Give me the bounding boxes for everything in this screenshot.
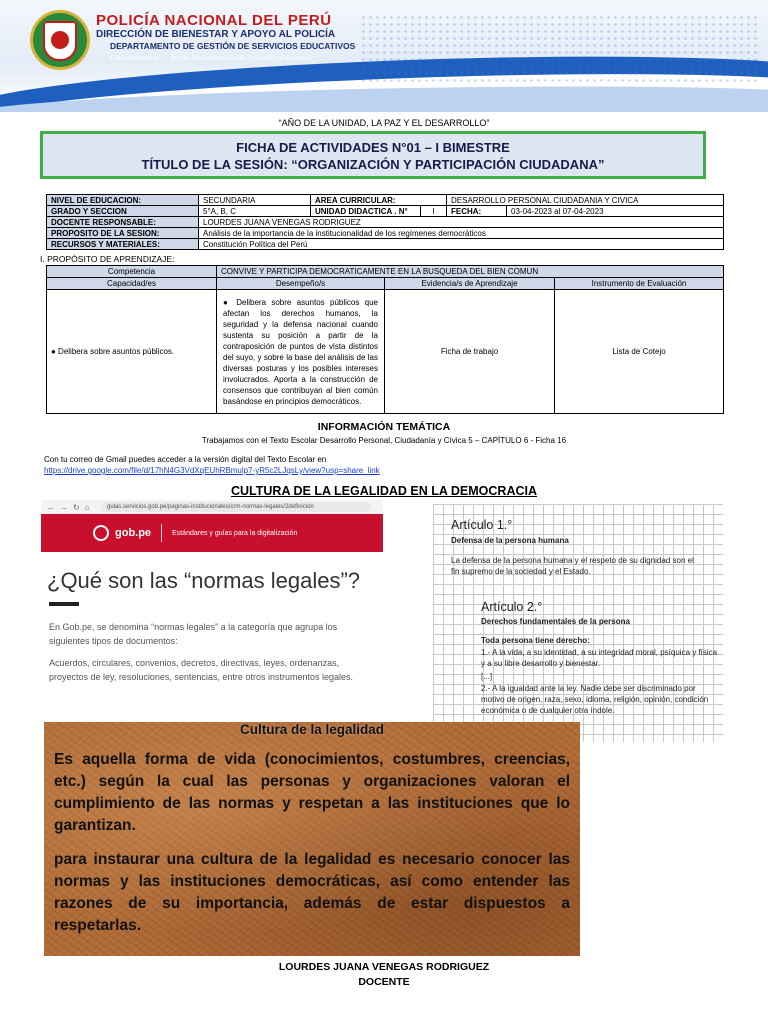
article-1-text: La defensa de la persona humana y el respeto de su dignidad son el fin supremo de la sociedad y el Estado. [451, 556, 694, 576]
cultura-legalidad-p2: para instaurar una cultura de la legalidad es necesario conocer las normas y las instituciones democráticas, así como entender las razones de su importancia, además de estar dispuestos a respetarlas. [54, 851, 570, 934]
cultura-legalidad-p1: Es aquella forma de vida (conocimientos, costumbres, creencias, etc.) según la cual las personas y organizaciones valoran el cumplimiento de las normas y respetan a las instituciones que lo garantizan. [54, 751, 570, 834]
browser-url: gulas.servicios.gob.pe/paginas-institucionales/crm-normas-legales/2definicion [101, 502, 371, 512]
recursos-label: RECURSOS Y MATERIALES: [47, 239, 199, 250]
docente-label: DOCENTE RESPONSABLE: [47, 217, 199, 228]
article-2-subtitle: Derechos fundamentales de la persona [481, 617, 630, 626]
article-1-title: Artículo 1.° [451, 518, 513, 532]
fecha-value: 03-04-2023 al 07-04-2023 [507, 206, 724, 217]
article-2-ellipsis: [...] [481, 672, 493, 681]
article-2-item-1: 1.- A la vida, a su identidad, a su integridad moral, psíquica y física y a su libre desarrollo y bienestar. [481, 648, 718, 668]
area-label: AREA CURRICULAR: [311, 195, 447, 206]
teacher-role: DOCENTE [358, 976, 410, 988]
desempeno-cell: ● Delibera sobre asuntos públicos que afectan los derechos humanos, la seguridad y la defensa nacional cuando sustenta su posición a partir de la contraposición de puntos de vista distintos del suyo, y sobre la base del análisis de las diversas posturas y los posibles intereses involucrados. Aporta a la construcción de consensos que contribuyan al bien común basándose en principios democráticos. [217, 290, 385, 414]
recursos-value: Constitución Política del Perú [199, 239, 724, 250]
fecha-label: FECHA: [447, 206, 507, 217]
direction-name: DIRECCIÓN DE BIENESTAR Y APOYO AL POLICÍA [96, 29, 336, 40]
year-motto: “AÑO DE LA UNIDAD, LA PAZ Y EL DESARROLLO” [278, 118, 490, 128]
proposito-value: Análisis de la importancia de la institucionalidad de los regímenes democráticos [199, 228, 724, 239]
col-instrumento: Instrumento de Evaluación [555, 278, 724, 290]
competencia-label: Competencia [47, 266, 217, 278]
grado-value: 5°A, B, C [199, 206, 311, 217]
article-2-item-2: 2.- A la igualdad ante la ley. Nadie debe ser discriminado por motivo de origen, raza, sexo, idioma, religión, opinión, condición económica o de cualquier otra índole. [481, 684, 709, 715]
article-1-subtitle: Defensa de la persona humana [451, 536, 569, 545]
gobpe-header [41, 514, 383, 552]
cultura-legalidad-title: Cultura de la legalidad [239, 722, 385, 737]
header-banner [0, 0, 768, 112]
police-shield-icon [30, 10, 90, 70]
nivel-value: SECUNDARIA [199, 195, 311, 206]
ficha-title: FICHA DE ACTIVIDADES N°01 – I BIMESTRE [236, 140, 510, 155]
gobpe-screenshot [41, 500, 383, 722]
institution-name: POLICÍA NACIONAL DEL PERÚ [96, 12, 332, 29]
col-evidencias: Evidencia/s de Aprendizaje [385, 278, 555, 290]
informacion-subtitle: Trabajamos con el Texto Escolar Desarrollo Personal, Ciudadanía y Cívica 5 – CAPÍTULO 6 - Ficha 16 [201, 436, 567, 445]
peru-shield-icon [93, 525, 109, 541]
department-name: DEPARTAMENTO DE GESTIÓN DE SERVICIOS EDUCATIVOS [110, 41, 356, 51]
normas-paragraph-2: Acuerdos, circulares, convenios, decretos, directivas, leyes, ordenanzas, proyectos de ley, resoluciones, sentencias, entre otros instrumentos legales. [49, 658, 353, 682]
docente-value: LOURDES JUANA VENEGAS RODRIGUEZ [199, 217, 724, 228]
article-2-intro: Toda persona tiene derecho: [481, 636, 590, 645]
cultura-legalidad-panel [44, 722, 580, 956]
area-value: DESARROLLO PERSONAL CIUDADANIA Y CIVICA [447, 195, 724, 206]
grado-label: GRADO Y SECCION [47, 206, 199, 217]
normas-heading: ¿Qué son las “normas legales”? [47, 568, 361, 593]
nivel-label: NIVEL DE EDUCACION: [47, 195, 199, 206]
slogan: Comprometidos . . . por la Modernización de la Gestión Educativa [110, 53, 311, 62]
divider [161, 524, 162, 542]
instrumento-cell: Lista de Cotejo [555, 290, 724, 414]
capacidad-cell: ● Delibera sobre asuntos públicos. [47, 290, 217, 414]
col-capacidades: Capacidad/es [47, 278, 217, 290]
competencia-table [46, 265, 724, 414]
gobpe-brand: gob.pe [115, 527, 152, 539]
info-table [46, 194, 724, 250]
banner-dots [360, 14, 760, 84]
article-2-title: Artículo 2.° [481, 600, 543, 614]
unidad-label: UNIDAD DIDACTICA . N° [311, 206, 421, 217]
session-title: TÍTULO DE LA SESIÓN: “ORGANIZACIÓN Y PARTICIPACIÓN CIUDADANA” [141, 157, 605, 172]
gmail-instructions: Con tu correo de Gmail puedes acceder a la versión digital del Texto Escolar en [44, 455, 327, 464]
teacher-name: LOURDES JUANA VENEGAS RODRIGUEZ [278, 961, 490, 973]
informacion-title: INFORMACIÓN TEMÁTICA [317, 421, 451, 433]
constitution-articles [433, 504, 723, 742]
ficha-title-box [40, 131, 706, 179]
evidencia-cell: Ficha de trabajo [385, 290, 555, 414]
gobpe-tagline: Estándares y guías para la digitalización [172, 529, 298, 537]
browser-bar [41, 500, 383, 514]
unidad-value: I [421, 206, 447, 217]
proposito-label: PROPOSITO DE LA SESION: [47, 228, 199, 239]
browser-nav-icons: ←→↻⌂ [47, 502, 95, 512]
col-desempenos: Desempeño/s [217, 278, 385, 290]
competencia-value: CONVIVE Y PARTICIPA DEMOCRATICAMENTE EN LA BUSQUEDA DEL BIEN COMUN [217, 266, 724, 278]
drive-link[interactable]: https://drive.google.com/file/d/17hN4G3VdXqEUhRBmulp7-yR5c2LJqsLy/view?usp=share_link [44, 466, 380, 475]
cultura-title: CULTURA DE LA LEGALIDAD EN LA DEMOCRACIA [231, 484, 537, 498]
proposito-aprendizaje-heading: I. PROPÓSITO DE APRENDIZAJE: [40, 254, 175, 264]
heading-underline [49, 602, 79, 606]
normas-paragraph-1: En Gob.pe, se denomina “normas legales” a la categoría que agrupa los siguientes tipos de documentos: [49, 622, 338, 646]
